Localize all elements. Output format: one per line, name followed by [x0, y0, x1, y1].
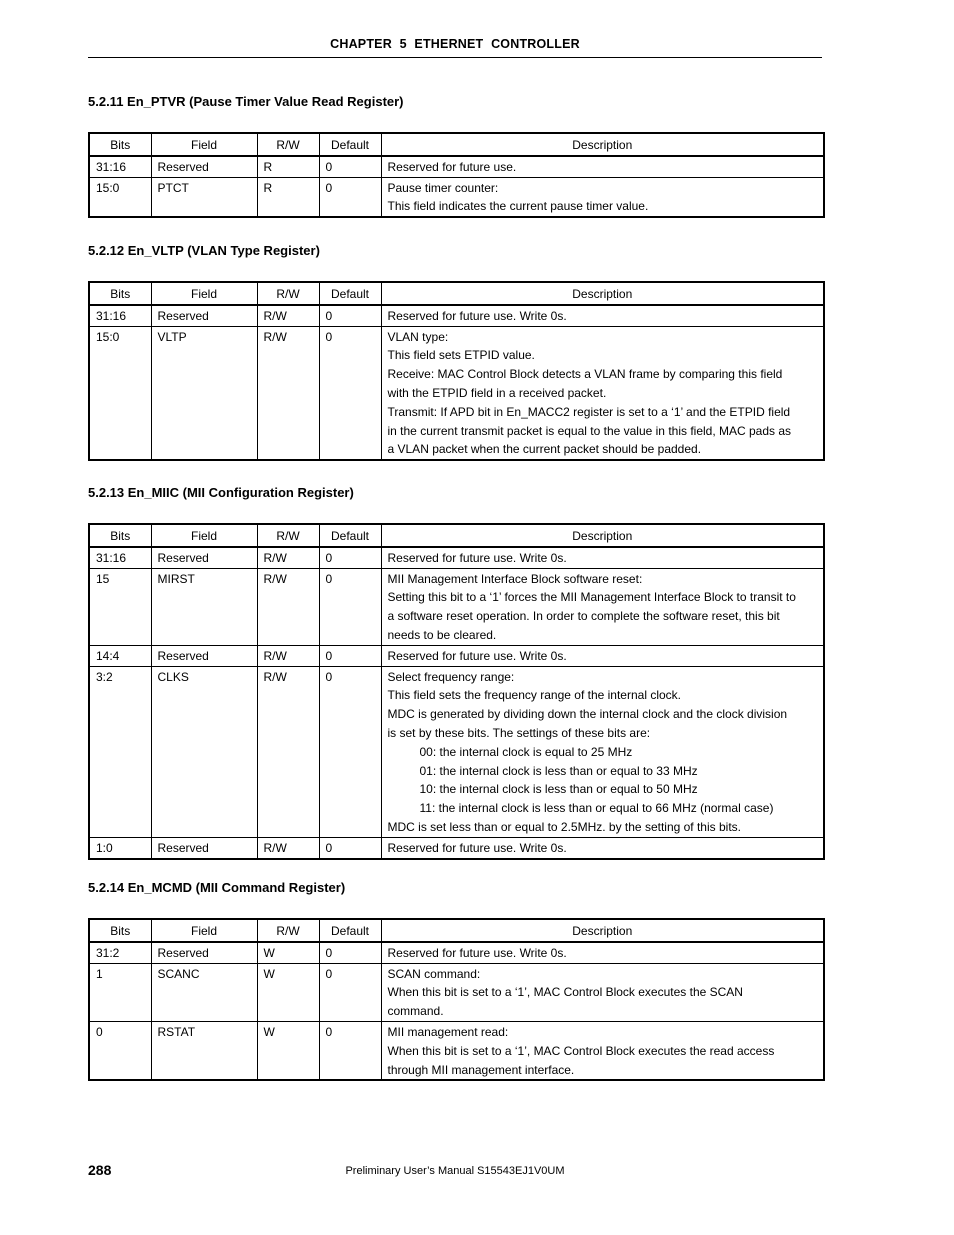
description-line: 01: the internal clock is less than or equal to 33 MHz: [419, 763, 698, 778]
cell-bits: 15:0: [89, 326, 151, 460]
column-header-field: Field: [151, 524, 257, 547]
cell-description: [381, 326, 824, 460]
cell-rw: W: [257, 942, 319, 963]
column-header-bits: Bits: [89, 282, 151, 305]
cell-rw: W: [257, 1021, 319, 1080]
cell-bits: 31:16: [89, 156, 151, 177]
description-line: Reserved for future use. Write 0s.: [387, 648, 567, 663]
column-header-field: Field: [151, 282, 257, 305]
cell-default: 0: [319, 177, 381, 217]
section-title: 5.2.13 En_MIIC (MII Configuration Register): [88, 485, 354, 500]
description-line: MDC is generated by dividing down the internal clock and the clock division: [387, 707, 788, 722]
cell-field: MIRST: [151, 568, 257, 645]
column-header-desc: Description: [381, 524, 824, 547]
table-header-row: [89, 282, 824, 305]
cell-default: 0: [319, 305, 381, 326]
description-line: This field sets ETPID value.: [387, 348, 535, 363]
table-row: [89, 666, 824, 837]
table-row: [89, 547, 824, 568]
table-header-row: [89, 919, 824, 942]
header-rule: [88, 57, 822, 58]
cell-description: [381, 645, 824, 666]
column-header-desc: Description: [381, 282, 824, 305]
cell-bits: 31:2: [89, 942, 151, 963]
cell-default: 0: [319, 568, 381, 645]
column-header-rw: R/W: [257, 919, 319, 942]
cell-rw: R/W: [257, 547, 319, 568]
description-line: Transmit: If APD bit in En_MACC2 register is set to a ‘1’ and the ETPID field: [387, 404, 791, 419]
column-header-field: Field: [151, 133, 257, 156]
column-header-bits: Bits: [89, 524, 151, 547]
cell-default: 0: [319, 326, 381, 460]
description-line: 11: the internal clock is less than or equal to 66 MHz (normal case): [419, 801, 774, 816]
cell-rw: R/W: [257, 837, 319, 858]
cell-default: 0: [319, 156, 381, 177]
column-header-desc: Description: [381, 133, 824, 156]
cell-default: 0: [319, 666, 381, 837]
description-line: 00: the internal clock is equal to 25 MHz: [419, 744, 633, 759]
register-table: [88, 918, 825, 1081]
description-line: MDC is set less than or equal to 2.5MHz. by the setting of this bits.: [387, 819, 741, 834]
description-line: MII management read:: [387, 1024, 509, 1039]
column-header-desc: Description: [381, 919, 824, 942]
table-row: [89, 326, 824, 460]
cell-rw: R/W: [257, 326, 319, 460]
description-line: command.: [387, 1004, 444, 1019]
cell-bits: 15:0: [89, 177, 151, 217]
cell-field: Reserved: [151, 645, 257, 666]
column-header-default: Default: [319, 919, 381, 942]
table-header-row: [89, 524, 824, 547]
table-row: [89, 177, 824, 217]
cell-default: 0: [319, 645, 381, 666]
cell-bits: 0: [89, 1021, 151, 1080]
description-line: Reserved for future use. Write 0s.: [387, 550, 567, 565]
cell-rw: W: [257, 963, 319, 1021]
section-title: 5.2.14 En_MCMD (MII Command Register): [88, 880, 346, 895]
cell-field: SCANC: [151, 963, 257, 1021]
table-row: [89, 645, 824, 666]
description-line: Receive: MAC Control Block detects a VLAN frame by comparing this field: [387, 367, 783, 382]
cell-field: Reserved: [151, 837, 257, 858]
description-line: needs to be cleared.: [387, 627, 497, 642]
description-line: Reserved for future use. Write 0s.: [387, 840, 567, 855]
description-line: a VLAN packet when the current packet should be padded.: [387, 442, 702, 457]
column-header-rw: R/W: [257, 524, 319, 547]
cell-description: [381, 837, 824, 858]
description-line: Reserved for future use. Write 0s.: [387, 308, 567, 323]
table-row: [89, 156, 824, 177]
column-header-field: Field: [151, 919, 257, 942]
cell-rw: R/W: [257, 645, 319, 666]
description-line: MII Management Interface Block software reset:: [387, 571, 643, 586]
description-line: When this bit is set to a ‘1’, MAC Control Block executes the read access: [387, 1043, 775, 1058]
page-number: 288: [88, 1162, 112, 1178]
section-title: 5.2.12 En_VLTP (VLAN Type Register): [88, 243, 320, 258]
description-line: with the ETPID field in a received packet.: [387, 385, 607, 400]
cell-default: 0: [319, 837, 381, 858]
cell-default: 0: [319, 963, 381, 1021]
description-line: VLAN type:: [387, 329, 449, 344]
cell-description: [381, 666, 824, 837]
cell-field: CLKS: [151, 666, 257, 837]
cell-description: [381, 568, 824, 645]
register-table: [88, 523, 825, 860]
cell-rw: R/W: [257, 568, 319, 645]
description-line: Pause timer counter:: [387, 180, 499, 195]
cell-field: Reserved: [151, 305, 257, 326]
column-header-bits: Bits: [89, 919, 151, 942]
cell-bits: 31:16: [89, 547, 151, 568]
table-row: [89, 568, 824, 645]
table-row: [89, 963, 824, 1021]
table-row: [89, 942, 824, 963]
cell-rw: R/W: [257, 666, 319, 837]
cell-description: [381, 942, 824, 963]
cell-bits: 1: [89, 963, 151, 1021]
table-row: [89, 1021, 824, 1080]
cell-bits: 15: [89, 568, 151, 645]
register-table: [88, 281, 825, 461]
description-line: through MII management interface.: [387, 1062, 575, 1077]
description-line: This field indicates the current pause timer value.: [387, 199, 649, 214]
description-line: Select frequency range:: [387, 669, 515, 684]
cell-field: Reserved: [151, 156, 257, 177]
description-line: 10: the internal clock is less than or equal to 50 MHz: [419, 782, 698, 797]
cell-field: RSTAT: [151, 1021, 257, 1080]
section-title: 5.2.11 En_PTVR (Pause Timer Value Read Register): [88, 94, 404, 109]
register-table: [88, 132, 825, 218]
cell-field: VLTP: [151, 326, 257, 460]
cell-description: [381, 305, 824, 326]
cell-default: 0: [319, 942, 381, 963]
table-header-row: [89, 133, 824, 156]
cell-field: Reserved: [151, 942, 257, 963]
column-header-default: Default: [319, 133, 381, 156]
column-header-default: Default: [319, 524, 381, 547]
column-header-rw: R/W: [257, 282, 319, 305]
cell-default: 0: [319, 547, 381, 568]
cell-field: Reserved: [151, 547, 257, 568]
cell-bits: 14:4: [89, 645, 151, 666]
description-line: is set by these bits. The settings of these bits are:: [387, 725, 651, 740]
description-line: Reserved for future use.: [387, 159, 517, 174]
cell-bits: 31:16: [89, 305, 151, 326]
description-line: When this bit is set to a ‘1’, MAC Control Block executes the SCAN: [387, 985, 743, 1000]
table-row: [89, 305, 824, 326]
cell-description: [381, 963, 824, 1021]
column-header-rw: R/W: [257, 133, 319, 156]
cell-rw: R: [257, 156, 319, 177]
description-line: Setting this bit to a ‘1’ forces the MII Management Interface Block to transit to: [387, 590, 796, 605]
cell-rw: R/W: [257, 305, 319, 326]
description-line: a software reset operation. In order to complete the software reset, this bit: [387, 609, 780, 624]
cell-description: [381, 177, 824, 217]
table-row: [89, 837, 824, 858]
column-header-default: Default: [319, 282, 381, 305]
cell-description: [381, 547, 824, 568]
description-line: SCAN command:: [387, 966, 481, 981]
cell-bits: 1:0: [89, 837, 151, 858]
cell-default: 0: [319, 1021, 381, 1080]
cell-field: PTCT: [151, 177, 257, 217]
description-line: This field sets the frequency range of the internal clock.: [387, 688, 681, 703]
description-line: in the current transmit packet is equal to the value in this field, MAC pads as: [387, 423, 792, 438]
document-title: Preliminary User’s Manual S15543EJ1V0UM: [345, 1165, 565, 1177]
cell-bits: 3:2: [89, 666, 151, 837]
cell-description: [381, 1021, 824, 1080]
description-line: Reserved for future use. Write 0s.: [387, 945, 567, 960]
column-header-bits: Bits: [89, 133, 151, 156]
cell-description: [381, 156, 824, 177]
cell-rw: R: [257, 177, 319, 217]
chapter-header: CHAPTER 5 ETHERNET CONTROLLER: [330, 37, 580, 51]
